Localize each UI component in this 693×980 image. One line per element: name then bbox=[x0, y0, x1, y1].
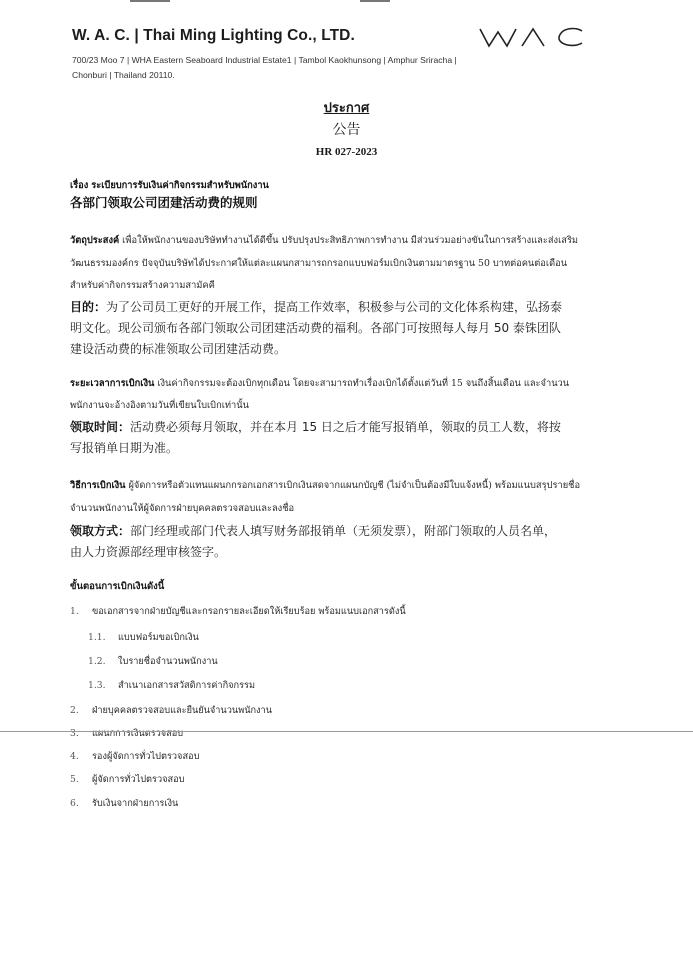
step-number: 5. bbox=[70, 774, 79, 785]
scan-mark bbox=[360, 0, 390, 8]
step-subitem bbox=[88, 654, 218, 669]
wac-logo bbox=[478, 26, 588, 48]
period-thai-line: ระยะเวลาการเบิกเงิน เงินค่ากิจกรรมจะต้องเบิกทุกเดือน โดยจะสามารถทำเรื่องเบิกได้ตั้งแต่วันที่ 15 จนถึงสิ้นเดือน และจำนวน bbox=[70, 378, 570, 389]
step-number: 6. bbox=[70, 798, 79, 809]
method-chinese-line: 领取方式：部门经理或部门代表人填写财务部报销单（无须发票），附部门领取的人员名单， bbox=[70, 524, 557, 538]
method-label: วิธีการเบิกเงิน bbox=[70, 480, 126, 491]
step-number: 1.2. bbox=[88, 656, 106, 667]
scan-fold-line bbox=[0, 731, 693, 732]
step-subitem bbox=[88, 678, 255, 693]
purpose-label-zh: 目的： bbox=[70, 300, 107, 314]
subject-label: เรื่อง bbox=[70, 180, 89, 191]
purpose-chinese-line: 建设活动费的标准领取公司团建活动费。 bbox=[70, 342, 287, 356]
purpose-chinese-line: 目的：为了公司员工更好的开展工作，提高工作效率，积极参与公司的文化体系构建，弘扬泰 bbox=[70, 300, 563, 314]
notice-reference: HR 027-2023 bbox=[315, 146, 378, 158]
scan-mark bbox=[130, 0, 170, 8]
step-number: 3. bbox=[70, 728, 79, 739]
period-label-zh: 领取时间： bbox=[70, 420, 131, 434]
step-text: ใบรายชื่อจำนวนพนักงาน bbox=[118, 656, 218, 667]
step-number: 1.1. bbox=[88, 632, 106, 643]
step-item bbox=[70, 703, 272, 718]
period-thai-line: พนักงานจะอ้างอิงตามวันที่เขียนใบเบิกเท่านั้น bbox=[70, 400, 249, 411]
subject-thai bbox=[70, 178, 630, 193]
step-item bbox=[70, 749, 199, 764]
notice-title-chinese: 公告 bbox=[332, 122, 361, 138]
company-address-line1: 700/23 Moo 7 | WHA Eastern Seaboard Industrial Estate1 | Tambol Kaokhunsong | Amphur Sriracha | bbox=[72, 55, 457, 65]
purpose-chinese-line: 明文化。现公司颁布各部门领取公司团建活动费的福利。各部门可按照每人每月 50 泰铢团队 bbox=[70, 321, 561, 335]
step-text: แผนกการเงินตรวจสอบ bbox=[92, 728, 184, 739]
purpose-label: วัตถุประสงค์ bbox=[70, 235, 120, 246]
step-text: ผู้จัดการทั่วไปตรวจสอบ bbox=[92, 774, 185, 785]
purpose-thai-line: วัฒนธรรมองค์กร ปัจจุบันบริษัทได้ประกาศให้แต่ละแผนกสามารถกรอกแบบฟอร์มเบิกเงินตามมาตรฐาน 50 บาทต่อคนต่อเดือน bbox=[70, 258, 568, 269]
step-item bbox=[70, 772, 184, 787]
purpose-thai-line: สำหรับค่ากิจกรรมสร้างความสามัคคี bbox=[70, 280, 215, 291]
step-item bbox=[70, 726, 183, 741]
method-chinese-line: 由人力资源部经理审核签字。 bbox=[70, 545, 227, 559]
subject-chinese: 各部门领取公司团建活动费的规则 bbox=[70, 195, 258, 210]
step-number: 1. bbox=[70, 606, 79, 617]
step-text: ฝ่ายบุคคลตรวจสอบและยืนยันจำนวนพนักงาน bbox=[92, 705, 272, 716]
purpose-thai-line: วัตถุประสงค์ เพื่อให้พนักงานของบริษัททำงานได้ดีขึ้น ปรับปรุงประสิทธิภาพการทำงาน มีส่วนร่วมอย่างขันในการสร้างและส่งเสริม bbox=[70, 235, 579, 246]
step-text: สำเนาเอกสารสวัสดิการค่ากิจกรรม bbox=[118, 680, 256, 691]
period-chinese-line: 领取时间：活动费必须每月领取，并在本月 15 日之后才能写报销单，领取的员工人数，将按 bbox=[70, 420, 561, 434]
step-text: รับเงินจากฝ่ายการเงิน bbox=[92, 798, 179, 809]
step-text: ขอเอกสารจากฝ่ายบัญชีและกรอกรายละเอียดให้เรียบร้อย พร้อมแนบเอกสารดังนี้ bbox=[92, 606, 406, 617]
method-thai-line: วิธีการเบิกเงิน ผู้จัดการหรือตัวแทนแผนกกรอกเอกสารเบิกเงินสดจากแผนกบัญชี (ไม่จำเป็นต้องมีใบแจ้งหนี้) พร้อมแนบสรุปรายชื่อ bbox=[70, 480, 581, 491]
method-label-zh: 领取方式： bbox=[70, 524, 131, 538]
step-item bbox=[70, 796, 178, 811]
notice-title-thai: ประกาศ bbox=[323, 101, 370, 116]
step-text: แบบฟอร์มขอเบิกเงิน bbox=[118, 632, 199, 643]
step-number: 2. bbox=[70, 705, 79, 716]
step-subitem bbox=[88, 630, 199, 645]
step-number: 1.3. bbox=[88, 680, 106, 691]
step-number: 4. bbox=[70, 751, 79, 762]
company-name: W. A. C. | Thai Ming Lighting Co., LTD. bbox=[72, 27, 355, 44]
company-address-line2: Chonburi | Thailand 20110. bbox=[72, 70, 175, 80]
steps-heading: ขั้นตอนการเบิกเงินดังนี้ bbox=[70, 581, 165, 592]
method-thai-line: จำนวนพนักงานให้ผู้จัดการฝ่ายบุคคลตรวจสอบและลงชื่อ bbox=[70, 503, 295, 514]
step-text: รองผู้จัดการทั่วไปตรวจสอบ bbox=[92, 751, 200, 762]
step-item bbox=[70, 604, 406, 619]
subject-text: ระเบียบการรับเงินค่ากิจกรรมสำหรับพนักงาน bbox=[91, 180, 269, 191]
period-label: ระยะเวลาการเบิกเงิน bbox=[70, 378, 155, 389]
period-chinese-line: 写报销单日期为准。 bbox=[70, 441, 179, 455]
